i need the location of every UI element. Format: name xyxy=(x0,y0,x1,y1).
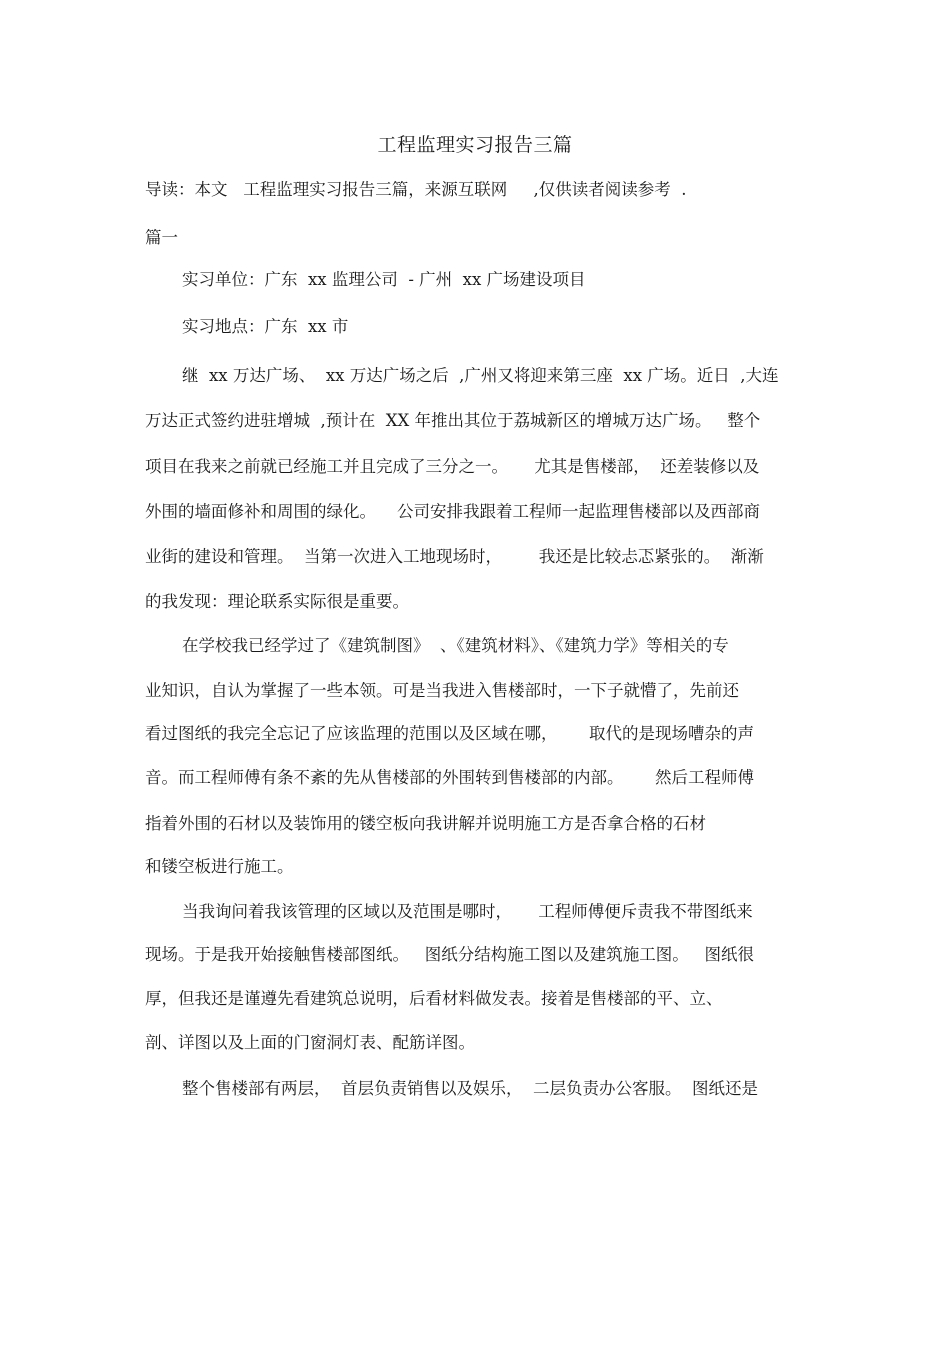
intro-line: 导读：本文 工程监理实习报告三篇，来源互联网 ,仅供读者阅读参考 . xyxy=(145,180,687,199)
section-heading: 篇一 xyxy=(145,228,178,247)
body-line: 看过图纸的我完全忘记了应该监理的范围以及区域在哪， 取代的是现场嘈杂的声 xyxy=(145,724,754,743)
body-line: 指着外围的石材以及装饰用的镂空板向我讲解并说明施工方是否拿合格的石材 xyxy=(145,814,706,833)
body-line: 音。而工程师傅有条不紊的先从售楼部的外围转到售楼部的内部。 然后工程师傅 xyxy=(145,768,754,787)
body-line: 实习单位：广东 xx 监理公司 - 广州 xx 广场建设项目 xyxy=(182,270,586,289)
body-line: 外围的墙面修补和周围的绿化。 公司安排我跟着工程师一起监理售楼部以及西部商 xyxy=(145,502,760,521)
body-line: 业街的建设和管理。 当第一次进入工地现场时， 我还是比较忐忑紧张的。 渐渐 xyxy=(145,547,764,566)
body-line: 当我询问着我该管理的区域以及范围是哪时， 工程师傅便斥责我不带图纸来 xyxy=(182,902,753,921)
body-line: 厚，但我还是谨遵先看建筑总说明，后看材料做发表。接着是售楼部的平、立、 xyxy=(145,989,723,1008)
body-line: 剖、详图以及上面的门窗洞灯表、配筋详图。 xyxy=(145,1033,475,1052)
body-line: 的我发现：理论联系实际很是重要。 xyxy=(145,592,409,611)
body-line: 万达正式签约进驻增城 ,预计在 XX 年推出其位于荔城新区的增城万达广场。 整个 xyxy=(145,411,761,430)
body-line: 项目在我来之前就已经施工并且完成了三分之一。 尤其是售楼部， 还差装修以及 xyxy=(145,457,760,476)
body-line: 现场。于是我开始接触售楼部图纸。 图纸分结构施工图以及建筑施工图。 图纸很 xyxy=(145,945,754,964)
body-line: 实习地点：广东 xx 市 xyxy=(182,317,349,336)
body-line: 业知识，自认为掌握了一些本领。可是当我进入售楼部时，一下子就懵了，先前还 xyxy=(145,681,739,700)
body-line: 和镂空板进行施工。 xyxy=(145,857,294,876)
document-title: 工程监理实习报告三篇 xyxy=(377,134,573,156)
body-line: 继 xx 万达广场、 xx 万达广场之后 ,广州又将迎来第三座 xx 广场。近日 ,大连 xyxy=(182,366,779,385)
body-line: 在学校我已经学过了《建筑制图》 、《建筑材料》、《建筑力学》等相关的专 xyxy=(182,636,729,655)
body-line: 整个售楼部有两层， 首层负责销售以及娱乐， 二层负责办公客服。 图纸还是 xyxy=(182,1079,758,1098)
